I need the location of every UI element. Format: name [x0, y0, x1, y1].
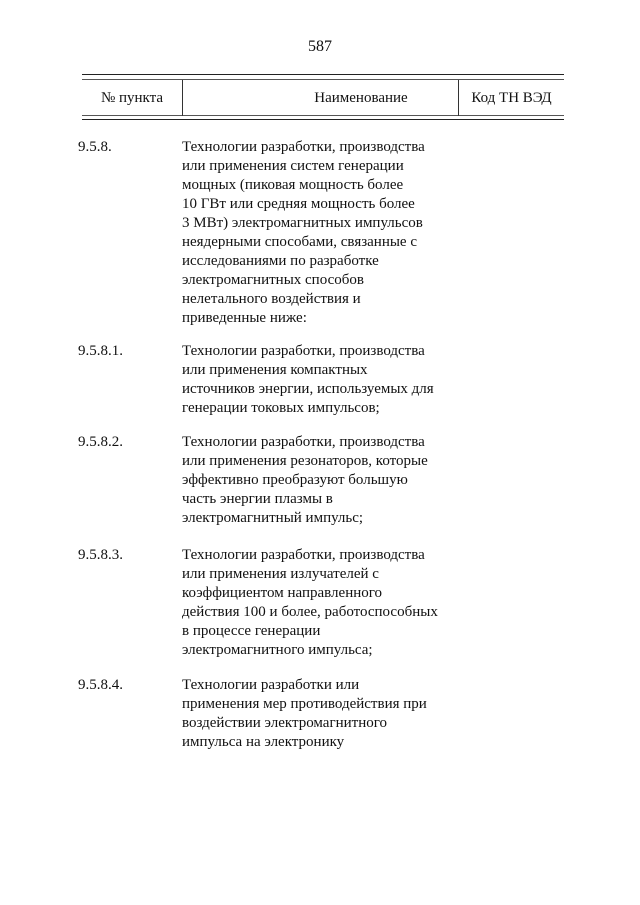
item-description-line: исследованиями по разработке	[182, 253, 379, 269]
page-number: 587	[308, 38, 332, 55]
item-description-line: импульса на электронику	[182, 734, 345, 750]
item-number: 9.5.8.4.	[78, 677, 123, 693]
item-description-line: 3 МВт) электромагнитных импульсов	[182, 215, 423, 231]
item-description-line: Технологии разработки или	[182, 677, 360, 693]
item-description-line: генерации токовых импульсов;	[182, 400, 380, 416]
item-description-line: действия 100 и более, работоспособных	[182, 604, 438, 620]
item-description-line: Технологии разработки, производства	[182, 547, 425, 563]
header-double-rule-bottom	[82, 115, 564, 116]
item-description-line: часть энергии плазмы в	[182, 491, 333, 507]
item-description	[182, 546, 462, 660]
item-description-line: воздействии электромагнитного	[182, 715, 388, 731]
item-description-line: нелетального воздействия и	[182, 291, 361, 307]
item-description-line: неядерными способами, связанные с	[182, 234, 417, 250]
item-description-line: или применения излучателей с	[182, 566, 379, 582]
item-description-line: мощных (пиковая мощность более	[182, 177, 404, 193]
item-description-line: эффективно преобразуют большую	[182, 472, 408, 488]
item-description	[182, 138, 462, 328]
item-description	[182, 676, 462, 752]
item-description-line: применения мер противодействия при	[182, 696, 427, 712]
item-description-line: в процессе генерации	[182, 623, 321, 639]
item-description-line: электромагнитный импульс;	[182, 510, 364, 526]
item-description-line: коэффициентом направленного	[182, 585, 383, 601]
item-description-line: 10 ГВт или средняя мощность более	[182, 196, 415, 212]
item-number: 9.5.8.2.	[78, 434, 123, 450]
header-double-rule-top	[82, 79, 564, 80]
item-description-line: или применения компактных	[182, 362, 368, 378]
item-description-line: Технологии разработки, производства	[182, 343, 425, 359]
item-description-line: источников энергии, используемых для	[182, 381, 434, 397]
item-number: 9.5.8.3.	[78, 547, 123, 563]
item-description	[182, 342, 462, 418]
table-header	[82, 74, 564, 120]
item-description	[182, 433, 462, 528]
header-col-name: Наименование	[314, 89, 408, 106]
item-description-line: Технологии разработки, производства	[182, 434, 425, 450]
header-col-code: Код ТН ВЭД	[471, 89, 552, 106]
item-description-line: Технологии разработки, производства	[182, 139, 425, 155]
item-description-line: электромагнитных способов	[182, 272, 364, 288]
item-number: 9.5.8.	[78, 139, 112, 155]
item-description-line: приведенные ниже:	[182, 310, 307, 326]
item-description-line: или применения резонаторов, которые	[182, 453, 428, 469]
item-description-line: электромагнитного импульса;	[182, 642, 373, 658]
item-description-line: или применения систем генерации	[182, 158, 404, 174]
item-number: 9.5.8.1.	[78, 343, 123, 359]
header-col-number: № пункта	[100, 89, 164, 106]
